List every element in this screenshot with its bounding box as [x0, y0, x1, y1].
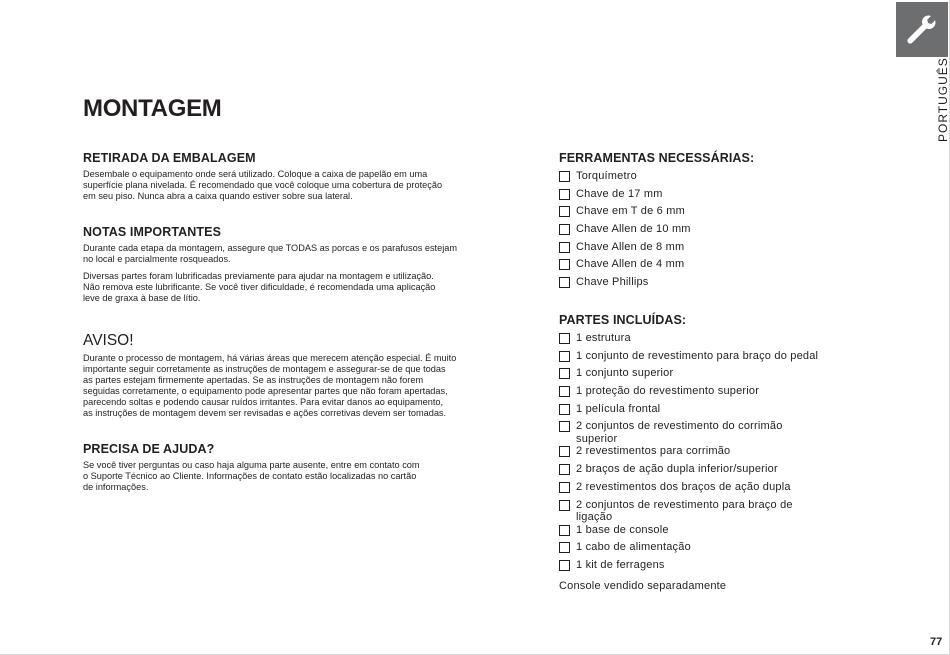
tool-item	[559, 241, 849, 259]
important-notes-text-2: Diversas partes foram lubrificadas previamente para ajudar na montagem e utilização. Não remova este lubrificante. Se você tiver dificuldade, é recomendada uma aplicação leve de graxa à base de lítio.	[83, 271, 436, 303]
checkbox[interactable]	[559, 482, 570, 493]
checkbox[interactable]	[559, 171, 570, 182]
checkbox[interactable]	[559, 421, 570, 432]
tools-heading: FERRAMENTAS NECESSÁRIAS:	[559, 151, 755, 165]
part-label: 1 base de console	[576, 523, 669, 536]
part-label: 2 conjuntos de revestimento do corrimão superior	[576, 420, 783, 445]
unpacking-text: Desembale o equipamento onde será utilizado. Coloque a caixa de papelão em uma superfície plana nivelada. É recomendado que você coloque uma cobertura de proteção em seu piso. Nunca abra a caixa quando estiver sobre sua lateral.	[83, 169, 443, 201]
checkbox[interactable]	[559, 189, 570, 200]
part-label: 2 conjuntos de revestimento para braço de ligação	[576, 498, 793, 523]
unpacking-section	[83, 150, 442, 202]
part-item	[559, 403, 849, 421]
page-number: 77	[930, 636, 943, 648]
part-label: 1 conjunto de revestimento para braço do pedal	[576, 349, 819, 362]
section-tab	[896, 2, 948, 57]
tool-item	[559, 170, 849, 188]
tool-label: Chave em T de 6 mm	[576, 205, 685, 218]
part-label: 2 revestimentos dos braços de ação dupla	[576, 480, 791, 493]
checkbox[interactable]	[559, 333, 570, 344]
part-item	[559, 350, 849, 368]
language-label: PORTUGUÊS	[936, 57, 950, 142]
important-notes-section	[83, 224, 457, 304]
checkbox[interactable]	[559, 464, 570, 475]
checkbox[interactable]	[559, 368, 570, 379]
part-item	[559, 385, 849, 403]
help-section	[83, 441, 420, 493]
part-label: 1 kit de ferragens	[576, 558, 665, 571]
checkbox[interactable]	[559, 446, 570, 457]
unpacking-heading: RETIRADA DA EMBALAGEM	[83, 151, 256, 165]
tool-label: Chave de 17 mm	[576, 187, 663, 200]
checkbox[interactable]	[559, 542, 570, 553]
part-item	[559, 445, 849, 463]
tool-label: Chave Allen de 10 mm	[576, 223, 691, 236]
tool-item	[559, 258, 849, 276]
part-label: 2 braços de ação dupla inferior/superior	[576, 463, 778, 476]
part-label: 1 estrutura	[576, 332, 631, 344]
page-title: MONTAGEM	[83, 95, 222, 122]
part-item	[559, 524, 849, 542]
part-label: 1 proteção do revestimento superior	[576, 385, 760, 398]
tool-item	[559, 276, 849, 294]
tool-item	[559, 223, 849, 241]
tools-list	[559, 170, 849, 294]
part-item	[559, 332, 849, 350]
wrench-icon	[904, 12, 940, 48]
part-item	[559, 499, 849, 524]
checkbox[interactable]	[559, 525, 570, 536]
part-item	[559, 559, 849, 577]
tools-section	[559, 150, 849, 294]
important-notes-text-1: Durante cada etapa da montagem, assegure que TODAS as porcas e os parafusos estejam no local e parcialmente rosqueados.	[83, 243, 458, 264]
parts-section	[559, 312, 849, 593]
part-label: 2 revestimentos para corrimão	[576, 445, 731, 458]
checkbox[interactable]	[559, 224, 570, 235]
help-heading: PRECISA DE AJUDA?	[83, 442, 215, 456]
warning-text: Durante o processo de montagem, há várias áreas que merecem atenção especial. É muito importante seguir corretamente as instruções de montagem e assegurar-se de que todas as partes estejam firmemente apertadas. Se as instruções de montagem não forem seguidas corretamente, o equipamento pode apresentar partes que não foram apertadas, parecendo soltas e podendo causar ruídos irritantes. Para evitar danos ao equipamento, as instruções de montagem devem ser revisadas e ações corretivas devem ser tomadas.	[83, 353, 457, 418]
help-text: Se você tiver perguntas ou caso haja alguma parte ausente, entre em contato com o Suporte Técnico ao Cliente. Informações de contato estão localizadas no cartão de informações.	[83, 460, 420, 492]
part-item	[559, 463, 849, 481]
checkbox[interactable]	[559, 351, 570, 362]
part-item	[559, 420, 849, 445]
warning-section	[83, 332, 456, 419]
tool-label: Torquímetro	[576, 170, 637, 182]
part-label: 1 conjunto superior	[576, 367, 674, 380]
checkbox[interactable]	[559, 277, 570, 288]
checkbox[interactable]	[559, 386, 570, 397]
tool-label: Chave Allen de 8 mm	[576, 240, 685, 253]
part-item	[559, 367, 849, 385]
checkbox[interactable]	[559, 259, 570, 270]
console-note: Console vendido separadamente	[559, 579, 727, 592]
checkbox[interactable]	[559, 206, 570, 217]
tool-label: Chave Phillips	[576, 276, 649, 289]
part-label: 1 cabo de alimentação	[576, 541, 691, 554]
tool-label: Chave Allen de 4 mm	[576, 258, 685, 271]
part-item	[559, 541, 849, 559]
tool-item	[559, 188, 849, 206]
parts-heading: PARTES INCLUÍDAS:	[559, 313, 687, 327]
tool-item	[559, 205, 849, 223]
warning-heading: AVISO!	[83, 332, 134, 349]
parts-list	[559, 332, 849, 577]
checkbox[interactable]	[559, 500, 570, 511]
checkbox[interactable]	[559, 404, 570, 415]
part-item	[559, 481, 849, 499]
checkbox[interactable]	[559, 560, 570, 571]
important-notes-heading: NOTAS IMPORTANTES	[83, 225, 222, 239]
checkbox[interactable]	[559, 242, 570, 253]
part-label: 1 película frontal	[576, 402, 661, 415]
